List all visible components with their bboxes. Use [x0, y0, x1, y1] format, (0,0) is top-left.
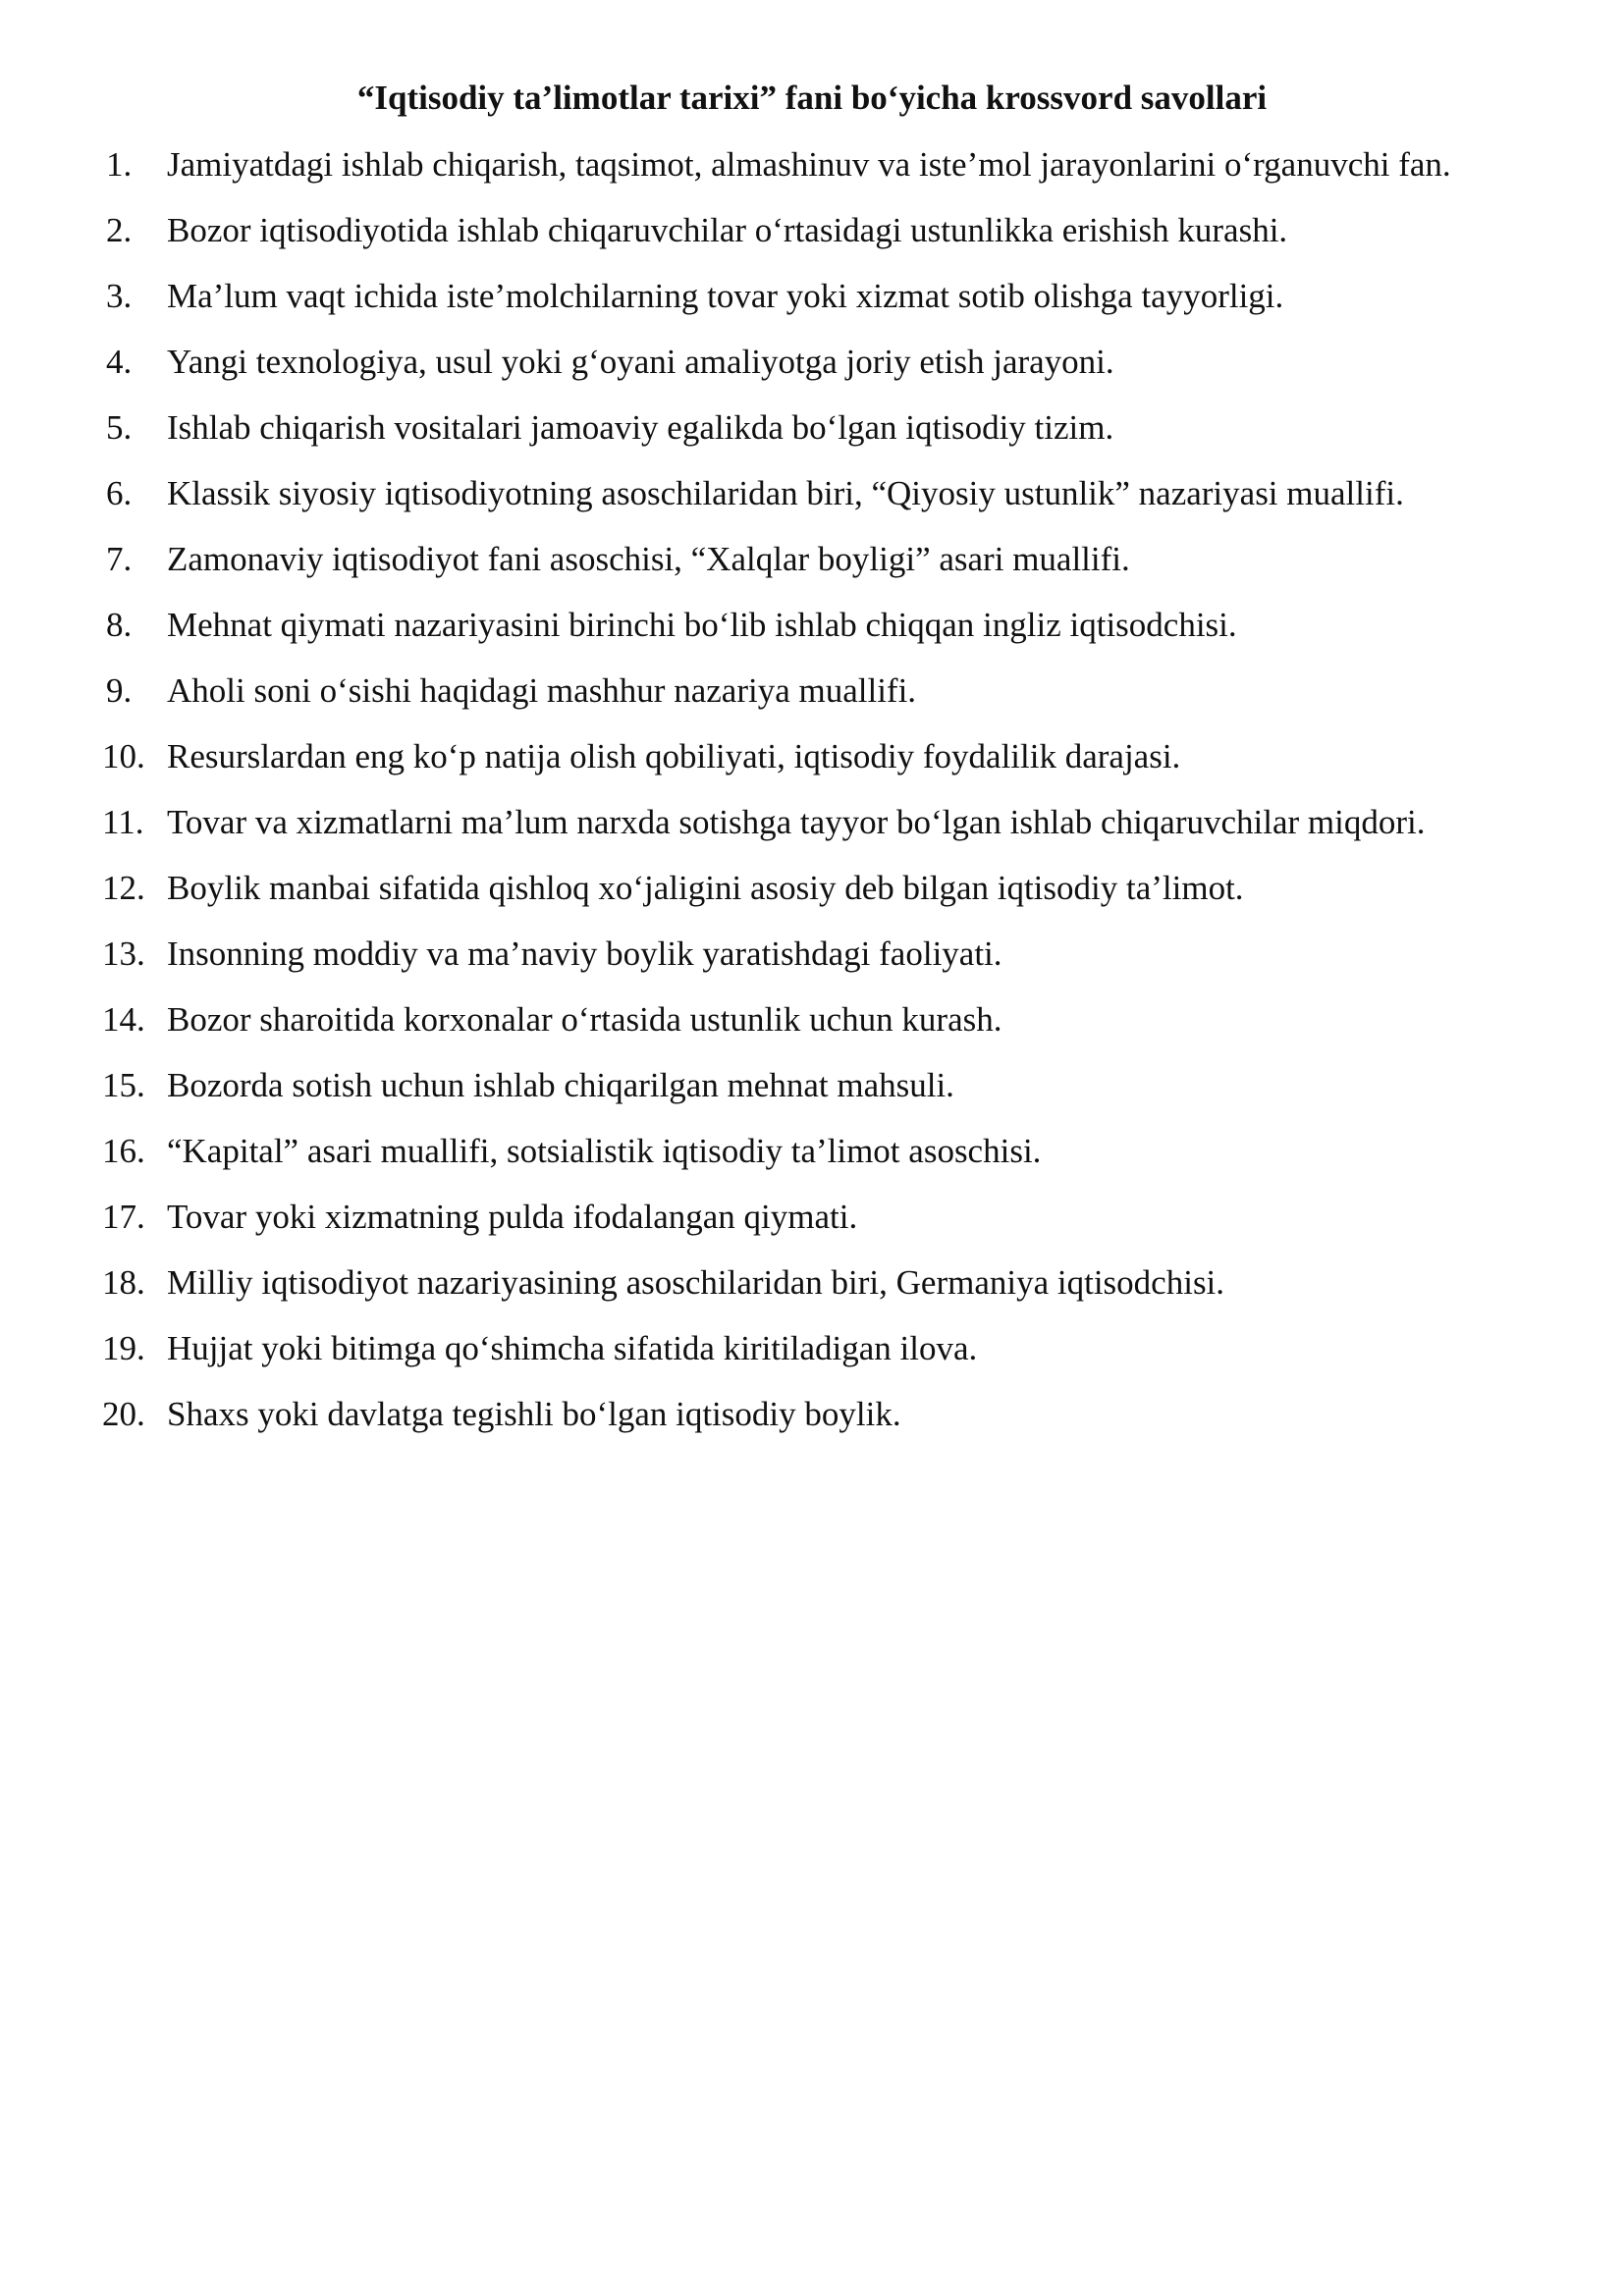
question-text: Tovar yoki xizmatning pulda ifodalangan qiymati.: [167, 1198, 858, 1236]
question-item: [106, 658, 1532, 723]
question-text: Zamonaviy iqtisodiyot fani asoschisi, “Xalqlar boyligi” asari muallifi.: [167, 540, 1130, 578]
question-item: [106, 592, 1532, 658]
question-item: [106, 526, 1532, 592]
question-item: [106, 329, 1532, 395]
question-item: [102, 921, 1532, 987]
question-item: [102, 1052, 1532, 1118]
question-number: 3.: [106, 277, 133, 315]
question-number: 8.: [106, 606, 133, 644]
question-number: 16.: [102, 1132, 145, 1170]
question-item: [102, 789, 1532, 855]
question-number: 13.: [102, 934, 145, 973]
question-text: Bozor sharoitida korxonalar o‘rtasida ustunlik uchun kurash.: [167, 1000, 1002, 1039]
question-number: 1.: [106, 145, 133, 184]
question-text: Bozor iqtisodiyotida ishlab chiqaruvchilar o‘rtasidagi ustunlikka erishish kurashi.: [167, 211, 1288, 249]
question-text: Yangi texnologiya, usul yoki g‘oyani amaliyotga joriy etish jarayoni.: [167, 343, 1114, 381]
question-number: 19.: [102, 1329, 145, 1367]
question-number: 20.: [102, 1395, 145, 1433]
question-text: Klassik siyosiy iqtisodiyotning asoschilaridan biri, “Qiyosiy ustunlik” nazariyasi muallifi.: [167, 474, 1404, 512]
question-item: [102, 723, 1532, 789]
question-list: [102, 132, 1532, 1447]
question-number: 10.: [102, 737, 145, 775]
question-item: [102, 1184, 1532, 1250]
question-text: Aholi soni o‘sishi haqidagi mashhur nazariya muallifi.: [167, 671, 917, 710]
question-text: Mehnat qiymati nazariyasini birinchi bo‘lib ishlab chiqqan ingliz iqtisodchisi.: [167, 606, 1237, 644]
question-item: [106, 197, 1532, 263]
question-text: Ma’lum vaqt ichida iste’molchilarning tovar yoki xizmat sotib olishga tayyorligi.: [167, 277, 1284, 315]
question-number: 2.: [106, 211, 133, 249]
question-item: [102, 1118, 1532, 1184]
question-item: [102, 1315, 1532, 1381]
question-item: [106, 132, 1532, 197]
question-item: [102, 987, 1532, 1052]
question-text: Tovar va xizmatlarni ma’lum narxda sotishga tayyor bo‘lgan ishlab chiqaruvchilar miqdori.: [167, 803, 1426, 841]
question-number: 7.: [106, 540, 133, 578]
question-text: Milliy iqtisodiyot nazariyasining asoschilaridan biri, Germaniya iqtisodchisi.: [167, 1263, 1225, 1302]
question-text: Insonning moddiy va ma’naviy boylik yaratishdagi faoliyati.: [167, 934, 1002, 973]
question-item: [102, 1381, 1532, 1447]
question-number: 12.: [102, 869, 145, 907]
question-number: 4.: [106, 343, 133, 381]
question-item: [106, 263, 1532, 329]
question-number: 14.: [102, 1000, 145, 1039]
document-title: “Iqtisodiy ta’limotlar tarixi” fani bo‘yicha krossvord savollari: [356, 79, 1268, 117]
question-number: 15.: [102, 1066, 145, 1104]
question-text: Boylik manbai sifatida qishloq xo‘jaligini asosiy deb bilgan iqtisodiy ta’limot.: [167, 869, 1244, 907]
question-text: “Kapital” asari muallifi, sotsialistik iqtisodiy ta’limot asoschisi.: [167, 1132, 1042, 1170]
question-item: [102, 1250, 1532, 1315]
question-item: [102, 855, 1532, 921]
question-text: Shaxs yoki davlatga tegishli bo‘lgan iqtisodiy boylik.: [167, 1395, 901, 1433]
question-text: Hujjat yoki bitimga qo‘shimcha sifatida kiritiladigan ilova.: [167, 1329, 978, 1367]
question-number: 5.: [106, 408, 133, 447]
question-text: Bozorda sotish uchun ishlab chiqarilgan mehnat mahsuli.: [167, 1066, 954, 1104]
question-number: 9.: [106, 671, 133, 710]
question-number: 6.: [106, 474, 133, 512]
question-text: Resurslardan eng ko‘p natija olish qobiliyati, iqtisodiy foydalilik darajasi.: [167, 737, 1181, 775]
question-item: [106, 460, 1532, 526]
question-number: 17.: [102, 1198, 145, 1236]
question-number: 18.: [102, 1263, 145, 1302]
question-text: Jamiyatdagi ishlab chiqarish, taqsimot, almashinuv va iste’mol jarayonlarini o‘rganuvchi fan.: [167, 145, 1451, 184]
question-number: 11.: [102, 803, 144, 841]
question-text: Ishlab chiqarish vositalari jamoaviy egalikda bo‘lgan iqtisodiy tizim.: [167, 408, 1114, 447]
question-item: [106, 395, 1532, 460]
